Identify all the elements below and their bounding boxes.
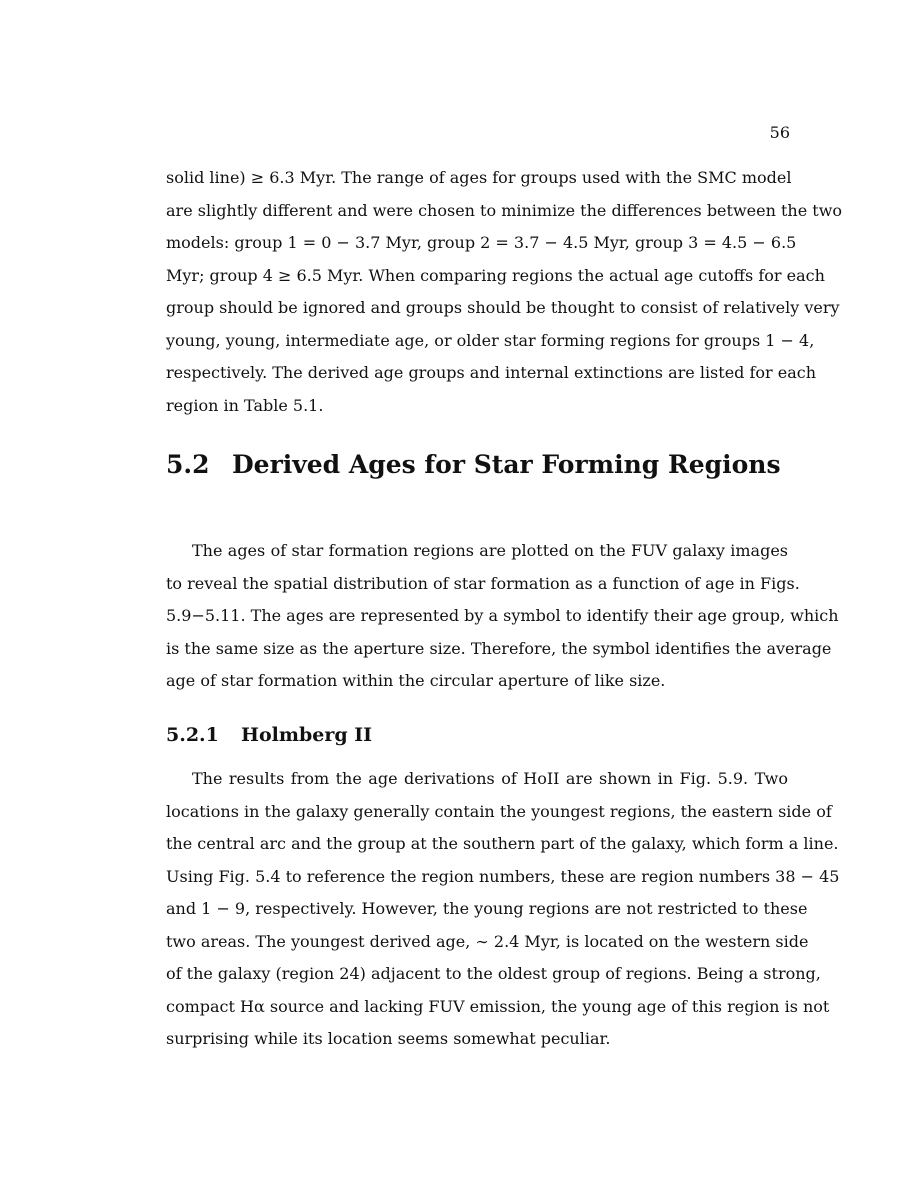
text-line: models: group 1 = 0 − 3.7 Myr, group 2 = 3.7 − 4.5 Myr, group 3 = 4.5 − 6.5 [166, 233, 797, 252]
text-line: is the same size as the aperture size. Therefore, the symbol identifies the average [166, 638, 832, 658]
page-number: 56 [769, 123, 790, 142]
text-line: the central arc and the group at the southern part of the galaxy, which form a line. [166, 834, 839, 853]
section-number: 5.2 [166, 450, 210, 479]
text-line: of the galaxy (region 24) adjacent to the oldest group of regions. Being a strong, [166, 964, 821, 983]
text-line: region in Table 5.1. [166, 395, 324, 415]
text-line: and 1 − 9, respectively. However, the young regions are not restricted to these [166, 899, 808, 918]
subsection-paragraph [166, 763, 840, 1056]
text-line: surprising while its location seems somewhat peculiar. [166, 1029, 611, 1048]
text-line: to reveal the spatial distribution of star formation as a function of age in Figs. [166, 573, 800, 593]
text-line: respectively. The derived age groups and internal extinctions are listed for each [166, 363, 817, 382]
text-line: Myr; group 4 ≥ 6.5 Myr. When comparing regions the actual age cutoffs for each [166, 265, 825, 285]
section-heading [166, 447, 781, 483]
text-line: The ages of star formation regions are plotted on the FUV galaxy images [192, 541, 788, 560]
text-line: young, young, intermediate age, or older star forming regions for groups 1 − 4, [166, 330, 815, 350]
section-paragraph [166, 535, 839, 698]
text-line: 5.9−5.11. The ages are represented by a symbol to identify their age group, which [166, 606, 839, 625]
text-line: The results from the age derivations of HoII are shown in Fig. 5.9. Two [192, 769, 788, 788]
subsection-number: 5.2.1 [166, 724, 219, 746]
subsection-title: Holmberg II [241, 724, 373, 746]
text-line: locations in the galaxy generally contain the youngest regions, the eastern side of [166, 801, 832, 821]
text-line: two areas. The youngest derived age, ∼ 2.4 Myr, is located on the western side [166, 931, 809, 951]
section-title: Derived Ages for Star Forming Regions [232, 450, 781, 479]
text-line: are slightly different and were chosen to minimize the differences between the two [166, 200, 843, 220]
intro-paragraph [166, 162, 843, 422]
text-line: age of star formation within the circular aperture of like size. [166, 671, 666, 690]
text-line: group should be ignored and groups should be thought to consist of relatively very [166, 298, 840, 317]
text-line: Using Fig. 5.4 to reference the region numbers, these are region numbers 38 − 45 [166, 866, 840, 886]
text-line: compact Hα source and lacking FUV emission, the young age of this region is not [166, 996, 830, 1016]
subsection-heading [166, 720, 372, 750]
text-line: solid line) ≥ 6.3 Myr. The range of ages for groups used with the SMC model [166, 168, 792, 187]
